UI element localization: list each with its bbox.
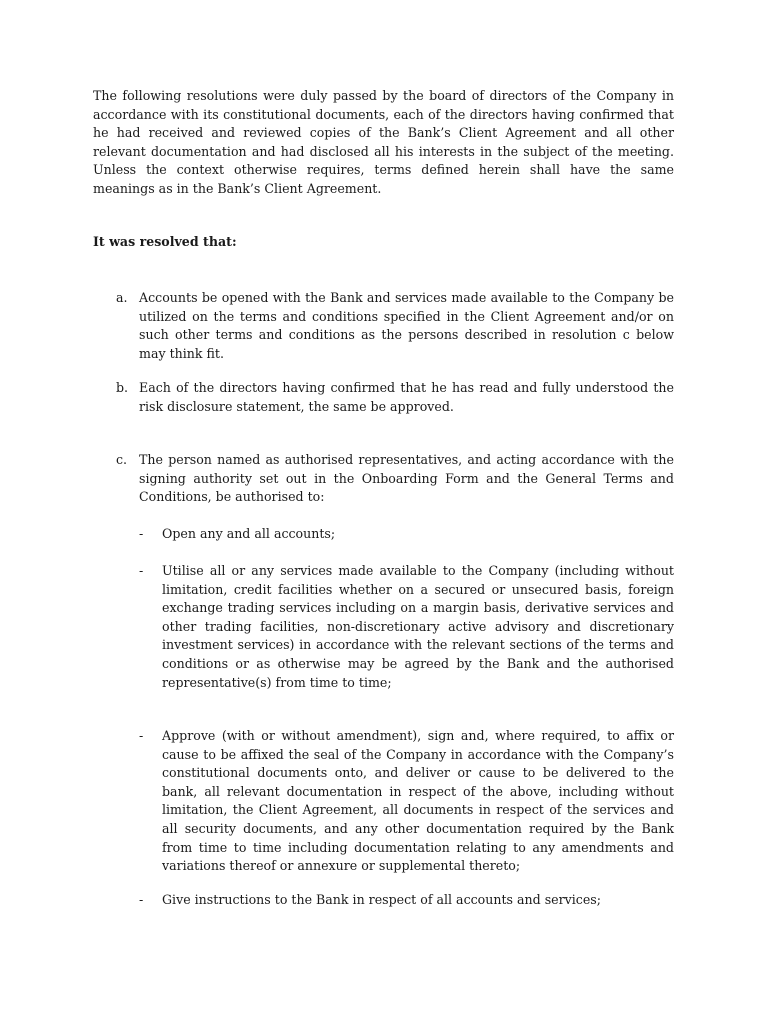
resolution-marker: b. bbox=[116, 380, 129, 395]
dash-bullet: - bbox=[139, 892, 144, 907]
resolved-heading: It was resolved that: bbox=[93, 234, 237, 249]
resolution-text: Accounts be opened with the Bank and services made available to the Company be utilized on the terms and conditions specified in the Client Agreement and/or on such other terms and conditions as the persons described in resolution c below may think fit. bbox=[139, 290, 674, 361]
resolution-c bbox=[116, 451, 674, 507]
resolution-text: The person named as authorised representatives, and acting accordance with the signing authority set out in the Onboarding Form and the General Terms and Conditions, be authorised to: bbox=[139, 452, 674, 505]
sub-item-text: Give instructions to the Bank in respect of all accounts and services; bbox=[162, 892, 601, 907]
sub-item-give-instructions bbox=[139, 891, 674, 910]
resolution-a bbox=[116, 289, 674, 363]
sub-item-text: Open any and all accounts; bbox=[162, 526, 336, 541]
resolution-b bbox=[116, 379, 674, 416]
dash-bullet: - bbox=[139, 728, 144, 743]
dash-bullet: - bbox=[139, 526, 144, 541]
resolution-text: Each of the directors having confirmed that he has read and fully understood the risk disclosure statement, the same be approved. bbox=[139, 380, 674, 414]
sub-item-utilise-services bbox=[139, 562, 674, 692]
dash-bullet: - bbox=[139, 563, 144, 578]
resolution-marker: c. bbox=[116, 452, 128, 467]
sub-item-open-accounts bbox=[139, 525, 674, 544]
sub-item-text: Utilise all or any services made available to the Company (including without limitation, credit facilities whether on a secured or unsecured basis, foreign exchange trading services including on a margin basis, derivative services and other trading facilities, non-discretionary active advisory and discretionary investment services) in accordance with the relevant sections of the terms and conditions or as otherwise may be agreed by the Bank and the authorised representative(s) from time to time; bbox=[162, 563, 674, 690]
resolution-marker: a. bbox=[116, 290, 128, 305]
sub-item-text: Approve (with or without amendment), sign and, where required, to affix or cause to be affixed the seal of the Company in accordance with the Company’s constitutional documents onto, and deliver or cause to be delivered to the bank, all relevant documentation in respect of the above, including without limitation, the Client Agreement, all documents in respect of the services and all security documents, and any other documentation required by the Bank from time to time including documentation relating to any amendments and variations thereof or annexure or supplemental thereto; bbox=[162, 728, 674, 874]
intro-paragraph: The following resolutions were duly passed by the board of directors of the Company in accordance with its constitutional documents, each of the directors having confirmed that he had received and reviewed copies of the Bank’s Client Agreement and all other relevant documentation and had disclosed all his interests in the subject of the meeting. Unless the context otherwise requires, terms defined herein shall have the same meanings as in the Bank’s Client Agreement. bbox=[93, 88, 674, 196]
sub-item-approve-documents bbox=[139, 727, 674, 876]
